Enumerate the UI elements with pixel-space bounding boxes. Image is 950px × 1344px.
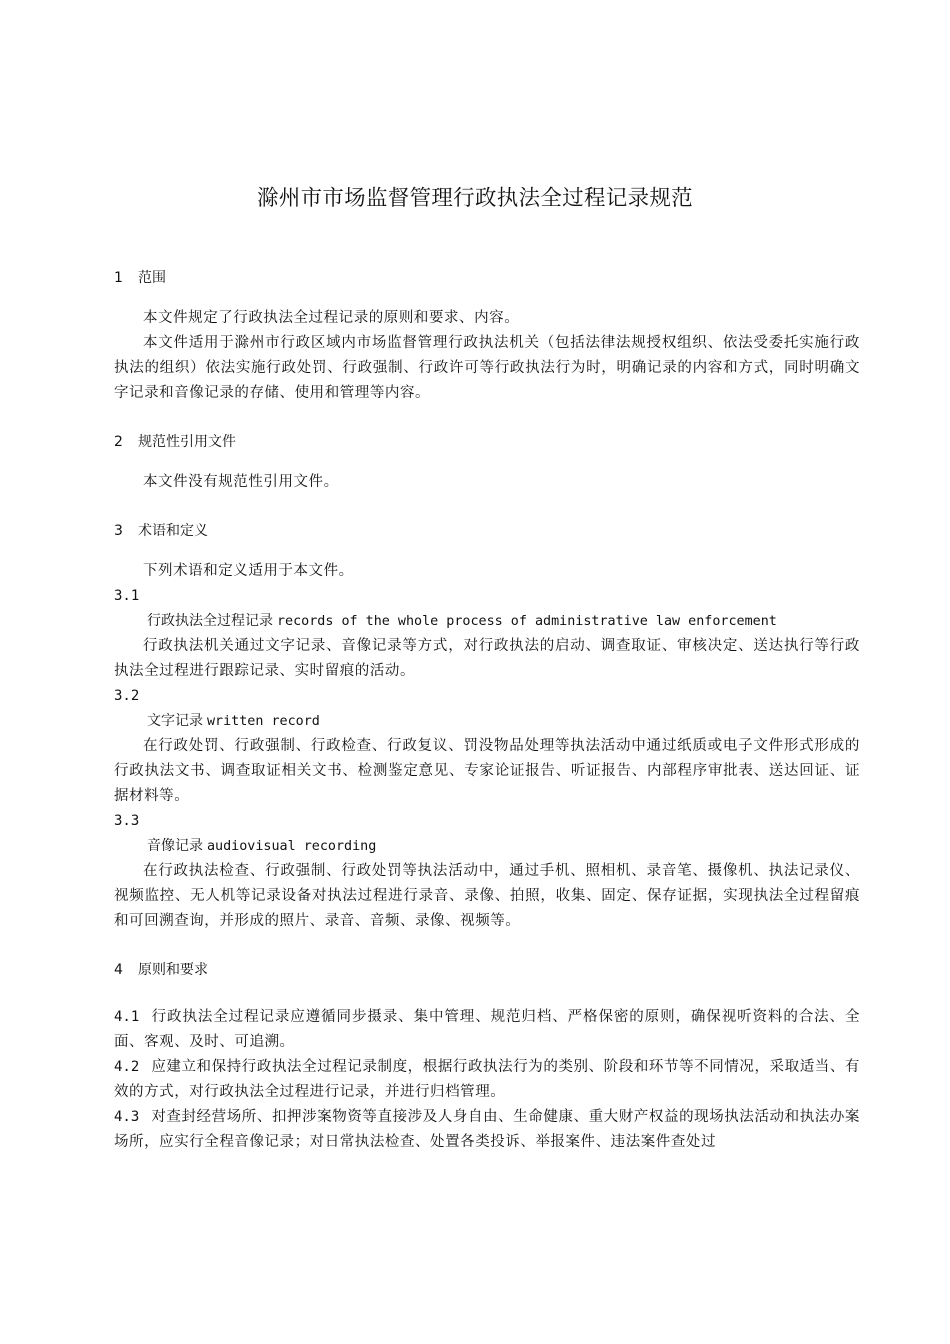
term-number: 3.1 [114, 588, 140, 604]
section-title: 原则和要求 [138, 962, 208, 978]
term-number: 3.2 [114, 688, 140, 704]
clause [114, 1055, 860, 1105]
section-number: 1 [114, 270, 123, 286]
term-number: 3.3 [114, 813, 140, 829]
clause-text: 行政执法全过程记录应遵循同步摄录、集中管理、规范归档、严格保密的原则，确保视听资料的合法、全面、客观、及时、可追溯。 [114, 1009, 860, 1050]
section-heading-principles [114, 958, 860, 983]
section-title: 规范性引用文件 [138, 434, 236, 450]
document-title: 滁州市市场监督管理行政执法全过程记录规范 [256, 186, 693, 211]
clause-text: 应建立和保持行政执法全过程记录制度，根据行政执法行为的类别、阶段和环节等不同情况，采取适当、有效的方式，对行政执法全过程进行记录，并进行归档管理。 [114, 1059, 860, 1100]
section-number: 2 [114, 434, 123, 450]
term-zh: 行政执法全过程记录 [147, 613, 273, 629]
paragraph: 本文件适用于滁州市行政区域内市场监督管理行政执法机关（包括法律法规授权组织、依法受委托实施行政执法的组织）依法实施行政处罚、行政强制、行政许可等行政执法行为时，明确记录的内容和方式，同时明确文字记录和音像记录的存储、使用和管理等内容。 [114, 335, 860, 401]
term-heading [114, 609, 860, 634]
section-title: 范围 [138, 270, 166, 286]
term-en: written record [207, 714, 320, 729]
section-number: 3 [114, 523, 123, 539]
term-definition: 在行政执法检查、行政强制、行政处罚等执法活动中，通过手机、照相机、录音笔、摄像机、执法记录仪、视频监控、无人机等记录设备对执法过程进行录音、录像、拍照，收集、固定、保存证据，实现执法全过程留痕和可回溯查询，并形成的照片、录音、音频、录像、视频等。 [114, 863, 860, 929]
term-definition: 在行政处罚、行政强制、行政检查、行政复议、罚没物品处理等执法活动中通过纸质或电子文件形式形成的行政执法文书、调查取证相关文书、检测鉴定意见、专家论证报告、听证报告、内部程序审批表、送达回证、证据材料等。 [114, 738, 860, 804]
section-number: 4 [114, 962, 123, 978]
paragraph: 本文件规定了行政执法全过程记录的原则和要求、内容。 [143, 310, 520, 326]
clause-number: 4.1 [114, 1009, 140, 1025]
term-definition: 行政执法机关通过文字记录、音像记录等方式，对行政执法的启动、调查取证、审核决定、送达执行等行政执法全过程进行跟踪记录、实时留痕的活动。 [114, 638, 860, 679]
paragraph: 下列术语和定义适用于本文件。 [143, 563, 354, 579]
paragraph: 本文件没有规范性引用文件。 [143, 474, 339, 490]
term-en: records of the whole process of administrative law enforcement [277, 614, 777, 629]
term-heading [114, 834, 860, 859]
clause-text: 对查封经营场所、扣押涉案物资等直接涉及人身自由、生命健康、重大财产权益的现场执法活动和执法办案场所，应实行全程音像记录；对日常执法检查、处置各类投诉、举报案件、违法案件查处过 [114, 1109, 860, 1150]
section-heading-terms [114, 519, 860, 544]
section-title: 术语和定义 [138, 523, 208, 539]
term-zh: 音像记录 [147, 838, 203, 854]
term-zh: 文字记录 [147, 713, 203, 729]
term-heading [114, 709, 860, 734]
clause-number: 4.3 [114, 1109, 140, 1125]
document-body [114, 266, 860, 1155]
clause-number: 4.2 [114, 1059, 140, 1075]
section-heading-scope [114, 266, 860, 291]
section-heading-normative-references [114, 430, 860, 455]
term-en: audiovisual recording [207, 839, 377, 854]
clause [114, 1005, 860, 1055]
clause [114, 1105, 860, 1155]
